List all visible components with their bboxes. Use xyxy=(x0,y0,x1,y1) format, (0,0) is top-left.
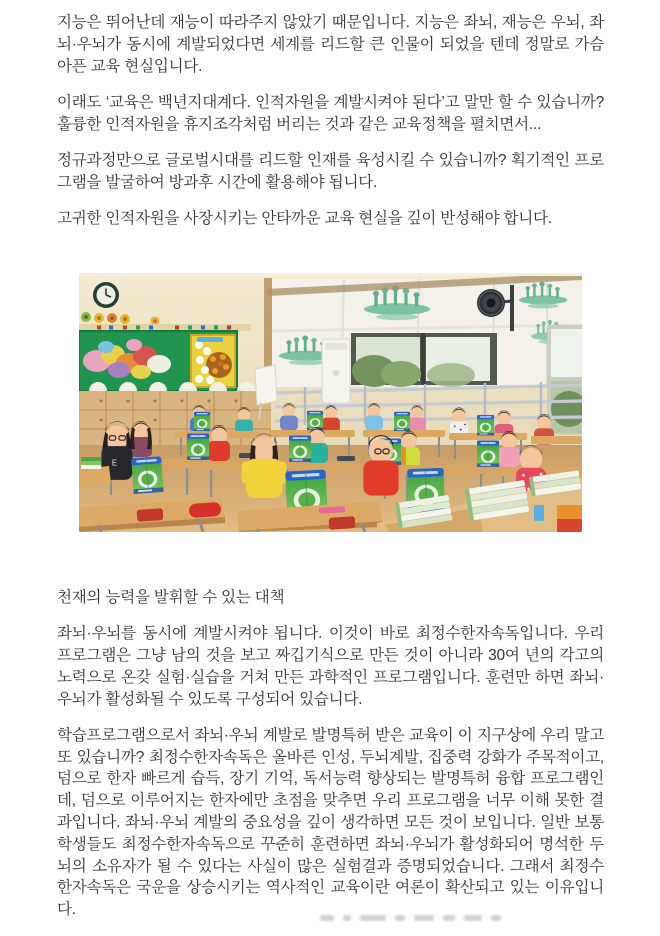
paragraph: 정규과정만으로 글로벌시대를 리드할 인재를 육성시킬 수 있습니까? 획기적인 프로그램을 발굴하여 방과후 시간에 활용해야 됩니다. xyxy=(57,151,604,191)
article-body xyxy=(57,0,604,936)
svg-text:E: E xyxy=(111,458,118,468)
open-window xyxy=(351,333,497,387)
paragraph: 학습프로그램으로서 좌뇌·우뇌 계발로 발명특허 받은 교육이 이 지구상에 우리 말고 또 있습니까? 최정수한자속독은 올바른 인성, 두뇌계발, 집중력 강화가 주목적이고, 덤으로 한자 빠르게 습득, 장기 기억, 독서능력 향상되는 발명특허 융합 프로그램인데, 덤으로 이루어지는 한자에만 초점을 맞추면 우리 프로그램을 너무 이해 못한 결과입니다. 좌뇌·우뇌 계발의 중요성을 깊이 생각하면 모든 것이 보입니다. 일반 보통 학생들도 최정수한자속독으로 꾸준히 훈련하면 좌뇌·우뇌가 활성화되어 명석한 두뇌의 소유자가 될 수 있다는 사실이 많은 실험결과 증명되었습니다. 그래서 최정수한자속독은 국운을 상승시키는 역사적인 교육이란 여론이 확산되고 있는 이유입니다. xyxy=(57,726,604,919)
paragraph: 지능은 뛰어난데 재능이 따라주지 않았기 때문입니다. 지능은 좌뇌, 재능은 우뇌, 좌뇌·우뇌가 동시에 계발되었다면 세계를 리드할 큰 인물이 되었을 텐데 정말로 가슴 아픈 교육 현실입니다. xyxy=(57,14,604,75)
section-heading: 천재의 능력을 발휘할 수 있는 대책 xyxy=(57,588,285,606)
wall-clock xyxy=(93,282,119,308)
classroom-photo xyxy=(79,273,582,532)
air-conditioner xyxy=(322,339,350,403)
paragraph: 좌뇌·우뇌를 동시에 계발시켜야 됩니다. 이것이 바로 최정수한자속독입니다. 우리 프로그램은 그냥 남의 것을 보고 짜깁기식으로 만든 것이 아니라 30여 년의 각고의 노력으로 온갖 실험·실습을 거쳐 만든 과학적인 프로그램입니다. 훈련만 하면 좌뇌·우뇌가 활성화될 수 있도록 구성되어 있습니다. xyxy=(57,625,604,708)
classroom-photo-illustration xyxy=(79,273,582,532)
paragraph: 고귀한 인적자원을 사장시키는 안타까운 교육 현실을 깊이 반성해야 합니다. xyxy=(57,210,552,228)
next-content-crop-hint xyxy=(320,915,560,933)
banner-strip xyxy=(79,324,251,331)
paragraph: 이래도 ‘교육은 백년지대계다. 인적자원을 계발시켜야 된다’고 말만 할 수 있습니까? 훌륭한 인적자원을 휴지조각처럼 버리는 것과 같은 교육정책을 펼치면서... xyxy=(57,93,604,133)
